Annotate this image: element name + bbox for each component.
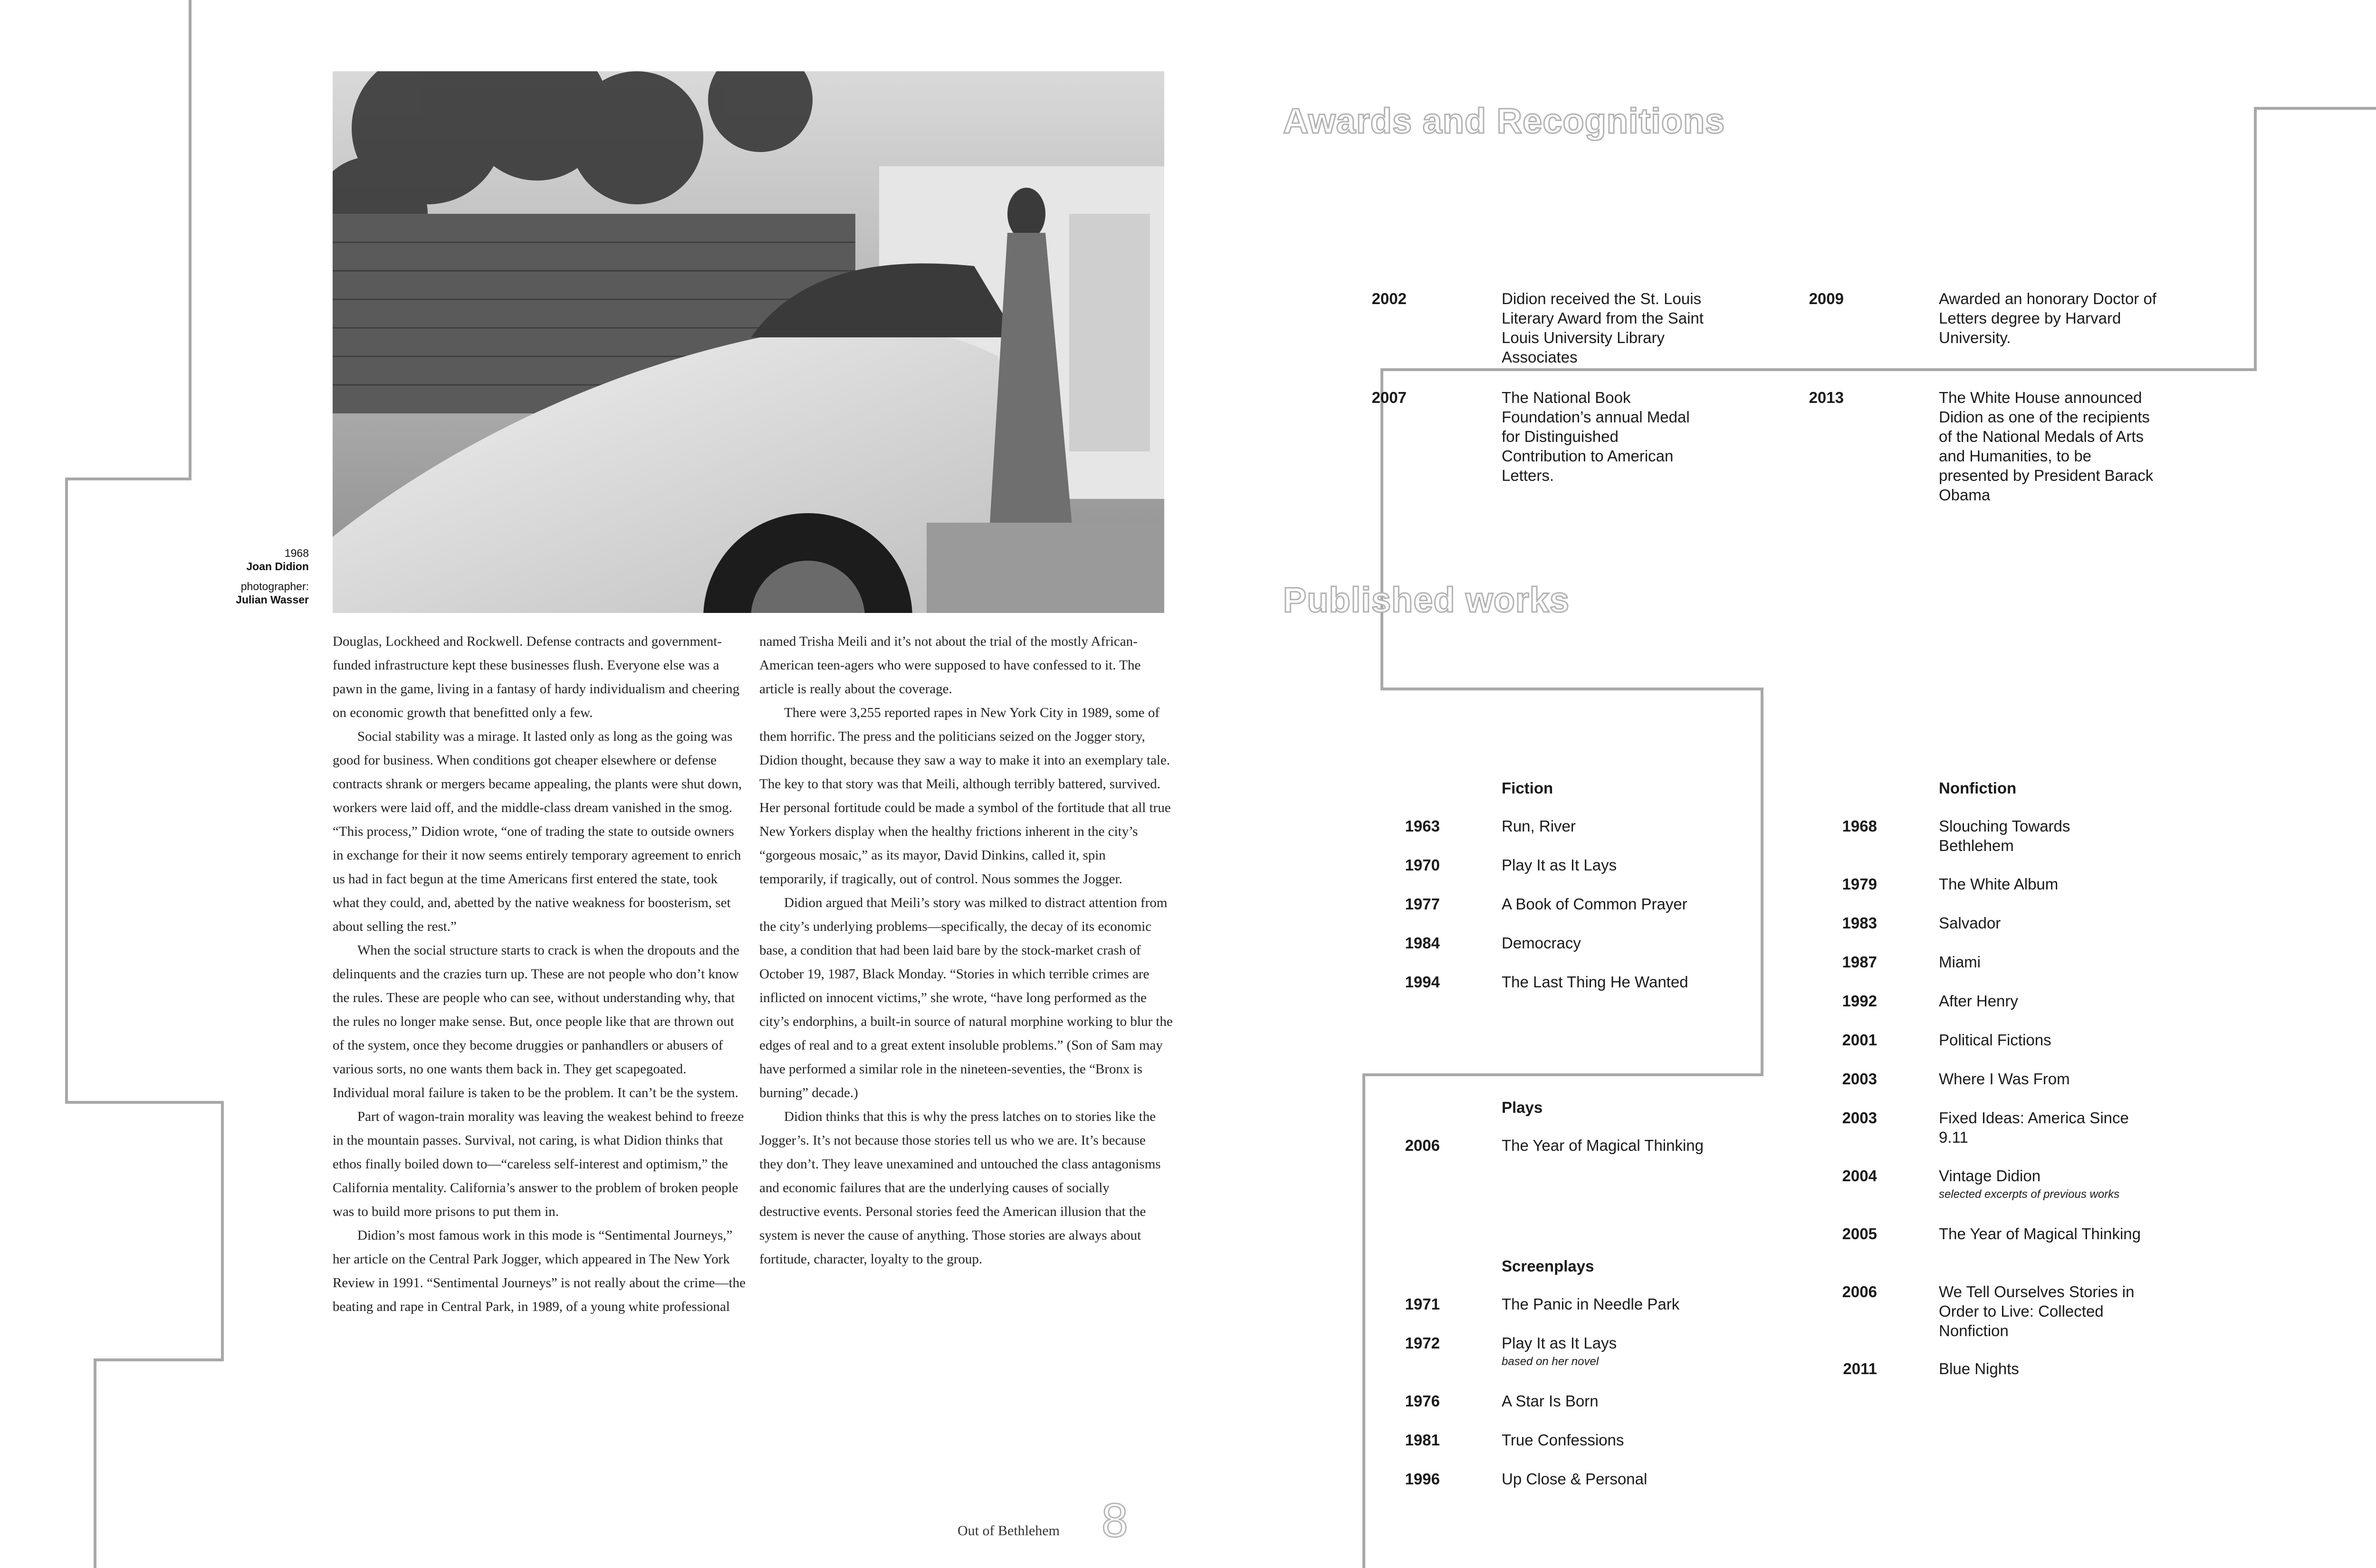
work-title	[1939, 952, 2148, 972]
work-title	[1939, 1282, 2148, 1340]
work-note: based on her novel	[1502, 1355, 1599, 1368]
work-year: 1972	[1405, 1334, 1440, 1352]
work-title	[1502, 1430, 1711, 1450]
work-year: 2004	[1842, 1167, 1877, 1185]
work-title	[1939, 913, 2148, 933]
work-title	[1939, 1224, 2148, 1243]
work-year: 1979	[1842, 875, 1877, 893]
left-step-line	[67, 0, 222, 1568]
work-title-text: The Year of Magical Thinking	[1939, 1225, 2141, 1243]
category-nonfiction: Nonfiction	[1939, 779, 2017, 797]
work-title	[1502, 1391, 1711, 1411]
work-title-text: Play It as It Lays	[1502, 1334, 1617, 1352]
work-year: 1987	[1842, 953, 1877, 971]
work-year: 1992	[1842, 992, 1877, 1010]
work-title	[1502, 855, 1711, 875]
work-year: 1977	[1405, 895, 1440, 913]
work-year: 1981	[1405, 1431, 1440, 1449]
work-title-text: Play It as It Lays	[1502, 856, 1617, 874]
category-screenplays: Screenplays	[1502, 1257, 1594, 1275]
award-text: Didion received the St. Louis Literary Award from the Saint Louis University Library Associates	[1502, 290, 1704, 366]
paragraph: Douglas, Lockheed and Rockwell. Defense contracts and government-funded infrastructure kept these businesses flush. Everyone else was a pawn in the game, living in a fantasy of hardy individualism and cheering on economic growth that benefitted only a few.	[333, 634, 740, 720]
work-title	[1502, 1136, 1711, 1155]
work-title	[1502, 933, 1711, 953]
work-year: 1970	[1405, 856, 1440, 874]
work-title-text: Slouching Towards Bethlehem	[1939, 817, 2070, 854]
caption-year: 1968	[284, 547, 309, 559]
award-year: 2007	[1371, 389, 1407, 406]
award-text: The White House announced Didion as one of the recipients of the National Medals of Arts and Humanities, to be presented by President Barack Obama	[1939, 389, 2154, 504]
work-title-text: Miami	[1939, 953, 1981, 971]
work-year: 1984	[1405, 934, 1440, 952]
photo-woman-leaning-on-car-icon	[333, 71, 1164, 613]
work-year: 1994	[1405, 973, 1440, 991]
work-title-text: Vintage Didion	[1939, 1167, 2041, 1185]
paragraph: There were 3,255 reported rapes in New York City in 1989, some of them horrific. The press and the politicians seized on the Jogger story, Didion thought, because they saw a way to make it into an exemplary tale. The key to that story was that Meili, although terribly battered, survived. Her personal fortitude could be made a symbol of the fortitude that all true New Yorkers display when the healthy frictions inherent in the city’s “gorgeous mosaic,” as its mayor, David Dinkins, called it, spin temporarily, if tragically, out of control. Nous sommes the Jogger.	[759, 705, 1171, 887]
work-title-text: The Year of Magical Thinking	[1502, 1137, 1704, 1154]
award-year: 2002	[1371, 290, 1407, 307]
work-title	[1939, 1108, 2148, 1147]
caption-role: photographer:	[240, 580, 309, 593]
work-year: 2011	[1843, 1360, 1877, 1377]
work-title	[1502, 1333, 1711, 1369]
work-title-text: The White Album	[1939, 875, 2059, 893]
work-title-text: Blue Nights	[1939, 1360, 2019, 1377]
work-title	[1939, 1359, 2148, 1378]
work-title-text: The Panic in Needle Park	[1502, 1295, 1680, 1313]
footer-title: Out of Bethlehem	[958, 1523, 1060, 1539]
work-year: 1971	[1405, 1295, 1440, 1313]
article-column-2	[759, 630, 1173, 1271]
work-title	[1502, 894, 1711, 914]
work-title	[1502, 972, 1711, 992]
category-plays: Plays	[1502, 1099, 1543, 1116]
category-fiction: Fiction	[1502, 779, 1553, 797]
work-year: 2006	[1405, 1137, 1440, 1154]
work-title-text: Political Fictions	[1939, 1031, 2051, 1049]
work-year: 2003	[1842, 1109, 1877, 1127]
work-year: 2006	[1842, 1283, 1877, 1300]
work-year: 1983	[1842, 914, 1877, 932]
award-year: 2013	[1809, 389, 1844, 406]
work-title	[1939, 1069, 2148, 1089]
work-year: 2003	[1842, 1070, 1877, 1088]
work-year: 1996	[1405, 1470, 1440, 1488]
work-title	[1939, 816, 2148, 855]
work-title-text: Fixed Ideas: America Since 9.11	[1939, 1109, 2129, 1146]
work-title-text: Up Close & Personal	[1502, 1470, 1648, 1488]
work-title	[1939, 1166, 2148, 1202]
work-title	[1502, 816, 1711, 836]
work-title-text: Salvador	[1939, 914, 2001, 932]
work-year: 1963	[1405, 817, 1440, 835]
article-column-1	[333, 630, 746, 1319]
published-works-heading: Published works	[1283, 580, 1570, 620]
work-title	[1502, 1469, 1711, 1489]
work-year: 2001	[1842, 1031, 1877, 1049]
awards-heading: Awards and Recognitions	[1283, 101, 1725, 141]
paragraph: Didion thinks that this is why the press latches on to stories like the Jogger’s. It’s not because those stories tell us who we are. It’s because they don’t. They leave unexamined and untouched the class antagonisms and economic failures that are the underlying causes of socially destructive events. Personal stories feed the American illusion that the system is never the cause of anything. Those stories are always about fortitude, character, loyalty to the group.	[759, 1109, 1161, 1267]
award-text: The National Book Foundation’s annual Medal for Distinguished Contribution to American Letters.	[1502, 389, 1690, 484]
work-title-text: After Henry	[1939, 992, 2018, 1010]
work-title-text: A Book of Common Prayer	[1502, 895, 1687, 913]
paragraph: Part of wagon-train morality was leaving the weakest behind to freeze in the mountain passes. Survival, not caring, is what Didion thinks that ethos finally boiled down to—“careless self-interest and optimism,” the California mentality. California’s answer to the problem of broken people was to build more prisons to put them in.	[333, 1109, 744, 1219]
work-title-text: Run, River	[1502, 817, 1576, 835]
work-title-text: True Confessions	[1502, 1431, 1624, 1449]
paragraph: When the social structure starts to crack is when the dropouts and the delinquents and the crazies turn up. These are not people who don’t know the rules. These are people who can see, without understanding why, that the rules no longer make sense. But, once people like that are thrown out of the system, once they become druggies or panhandlers or abusers of various sorts, no one wants them back in. They get scapegoated. Individual moral failure is taken to be the problem. It can’t be the system.	[333, 943, 739, 1100]
work-year: 1976	[1405, 1392, 1440, 1410]
work-title	[1939, 1030, 2148, 1050]
work-title	[1939, 991, 2148, 1011]
paragraph: Didion argued that Meili’s story was milked to distract attention from the city’s underlying problems—specifically, the decay of its economic base, a condition that had been laid bare by the stock-market crash of October 19, 1987, Black Monday. “Stories in which terrible crimes are inflicted on innocent victims,” she wrote, “have long performed as the city’s endorphins, a built-in source of natural morphine working to blur the edges of real and to a great extent insoluble problems.” (Son of Sam may have performed a similar role in the nineteen-seventies, the “Bronx is burning” decade.)	[759, 895, 1173, 1100]
work-title-text: Democracy	[1502, 934, 1581, 952]
paragraph: named Trisha Meili and it’s not about the trial of the mostly African-American teen-agers who were supposed to have confessed to it. The article is really about the coverage.	[759, 634, 1141, 697]
work-title-text: Where I Was From	[1939, 1070, 2070, 1088]
work-title	[1502, 1294, 1711, 1314]
work-year: 2005	[1842, 1225, 1877, 1243]
paragraph: Didion’s most famous work in this mode is “Sentimental Journeys,” her article on the Central Park Jogger, which appeared in The New York Review in 1991. “Sentimental Journeys” is not really about the crime—the beating and rape in Central Park, in 1989, of a young white professional	[333, 1228, 746, 1314]
work-title	[1939, 874, 2148, 894]
work-title-text: We Tell Ourselves Stories in Order to Live: Collected Nonfiction	[1939, 1283, 2135, 1339]
caption-photographer: Julian Wasser	[236, 593, 309, 606]
photo-caption	[143, 546, 309, 606]
work-year: 1968	[1842, 817, 1877, 835]
award-text: Awarded an honorary Doctor of Letters degree by Harvard University.	[1939, 290, 2156, 346]
page-number: 8	[1102, 1494, 1128, 1547]
photo-joan-didion-car	[333, 71, 1164, 613]
work-title-text: A Star Is Born	[1502, 1392, 1599, 1410]
caption-subject: Joan Didion	[246, 560, 309, 573]
work-note: selected excerpts of previous works	[1939, 1188, 2120, 1201]
paragraph: Social stability was a mirage. It lasted only as long as the going was good for business. When conditions got cheaper elsewhere or defense contracts shrank or mergers became appealing, the plants were shut down, workers were laid off, and the middle-class dream vanished in the smog. “This process,” Didion wrote, “one of trading the state to outside owners in exchange for their it now seems entirely temporary agreement to enrich us had in fact begun at the time Americans first entered the state, took what they could, and, abetted by the native weakness for boosterism, set about selling the rest.”	[333, 729, 742, 934]
work-title-text: The Last Thing He Wanted	[1502, 973, 1688, 991]
award-year: 2009	[1809, 290, 1844, 307]
